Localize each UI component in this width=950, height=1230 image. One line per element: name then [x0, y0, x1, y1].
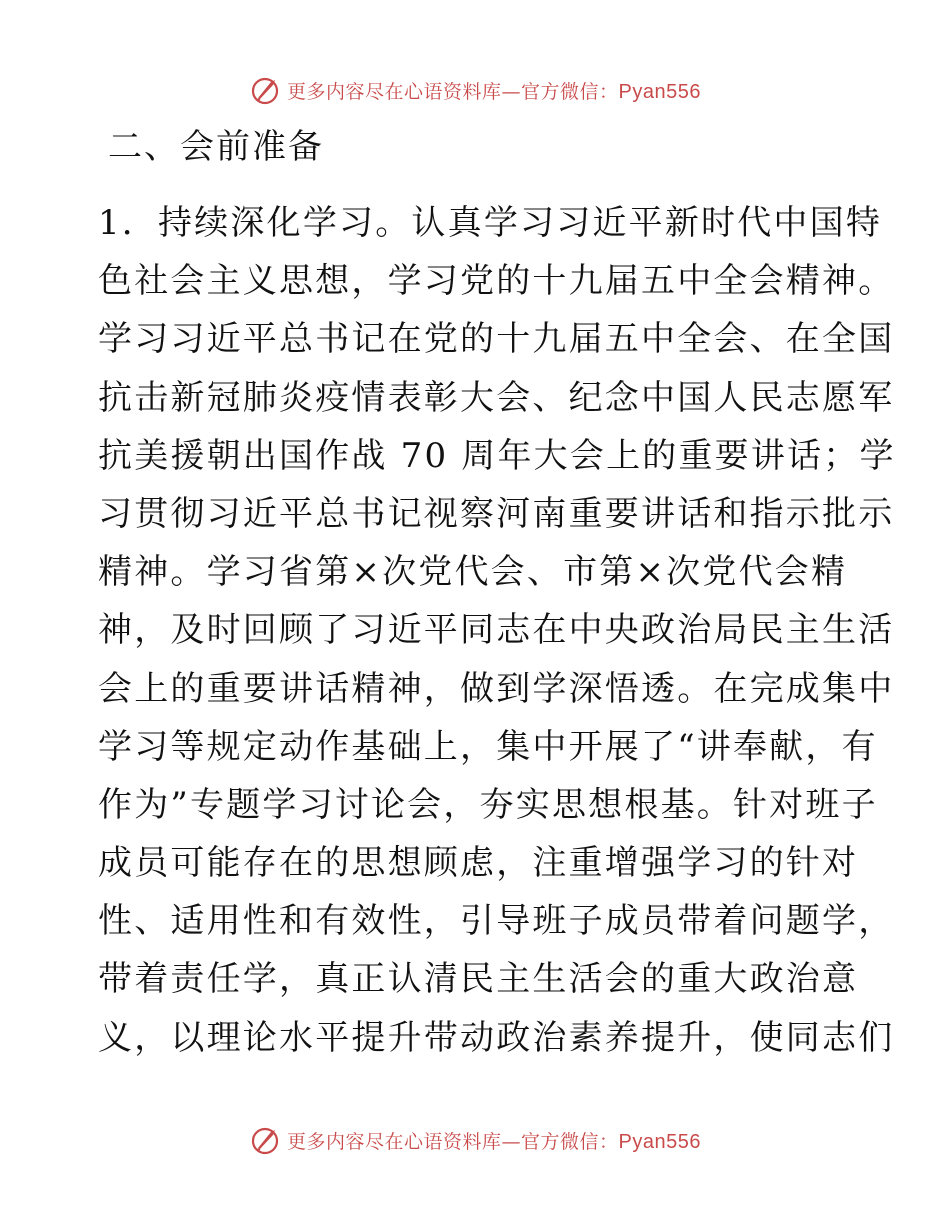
- paragraph-line: 作为”专题学习讨论会，夯实思想根基。针对班子: [98, 784, 878, 825]
- paragraph-line: 性、适用性和有效性，引导班子成员带着问题学，: [98, 901, 895, 942]
- watermark-banner-bottom: [0, 1120, 950, 1160]
- paragraph-line: 学习等规定动作基础上，集中开展了“讲奉献，有: [98, 726, 878, 767]
- paragraph-line: 成员可能存在的思想顾虑，注重增强学习的针对: [98, 843, 859, 884]
- wechat-id: Pyan556: [618, 1130, 701, 1153]
- paragraph-line: 精神。学习省第×次党代会、市第×次党代会精: [98, 552, 848, 593]
- paragraph-line: 抗美援朝出国作战 70 周年大会上的重要讲话；学: [98, 435, 896, 476]
- watermark-text: [287, 77, 701, 104]
- paragraph-line: 1．持续深化学习。认真学习习近平新时代中国特: [98, 203, 883, 243]
- paragraph-line: 义，以理论水平提升带动政治素养提升，使同志们: [98, 1017, 895, 1058]
- body-paragraph: [98, 194, 896, 1067]
- paragraph-line: 神，及时回顾了习近平同志在中央政治局民主生活: [98, 610, 895, 651]
- paragraph-line: 抗击新冠肺炎疫情表彰大会、纪念中国人民志愿军: [98, 377, 895, 418]
- watermark-banner-top: [0, 70, 950, 110]
- paragraph-line: 色社会主义思想，学习党的十九届五中全会精神。: [98, 261, 895, 302]
- paragraph-line: 会上的重要讲话精神，做到学深悟透。在完成集中: [98, 668, 895, 709]
- paragraph-line: 习贯彻习近平总书记视察河南重要讲话和指示批示: [98, 493, 895, 534]
- watermark-label: 更多内容尽在心语资料库—官方微信：: [287, 80, 619, 103]
- watermark-label: 更多内容尽在心语资料库—官方微信：: [287, 1130, 619, 1153]
- wechat-id: Pyan556: [618, 80, 701, 103]
- paragraph-line: 带着责任学，真正认清民主生活会的重大政治意: [98, 959, 859, 1000]
- quill-pen-logo-icon: [249, 1124, 281, 1156]
- watermark-text: [287, 1127, 701, 1154]
- paragraph-line: 学习习近平总书记在党的十九届五中全会、在全国: [98, 319, 895, 360]
- quill-pen-logo-icon: [249, 74, 281, 106]
- section-heading: 二、会前准备: [108, 127, 324, 167]
